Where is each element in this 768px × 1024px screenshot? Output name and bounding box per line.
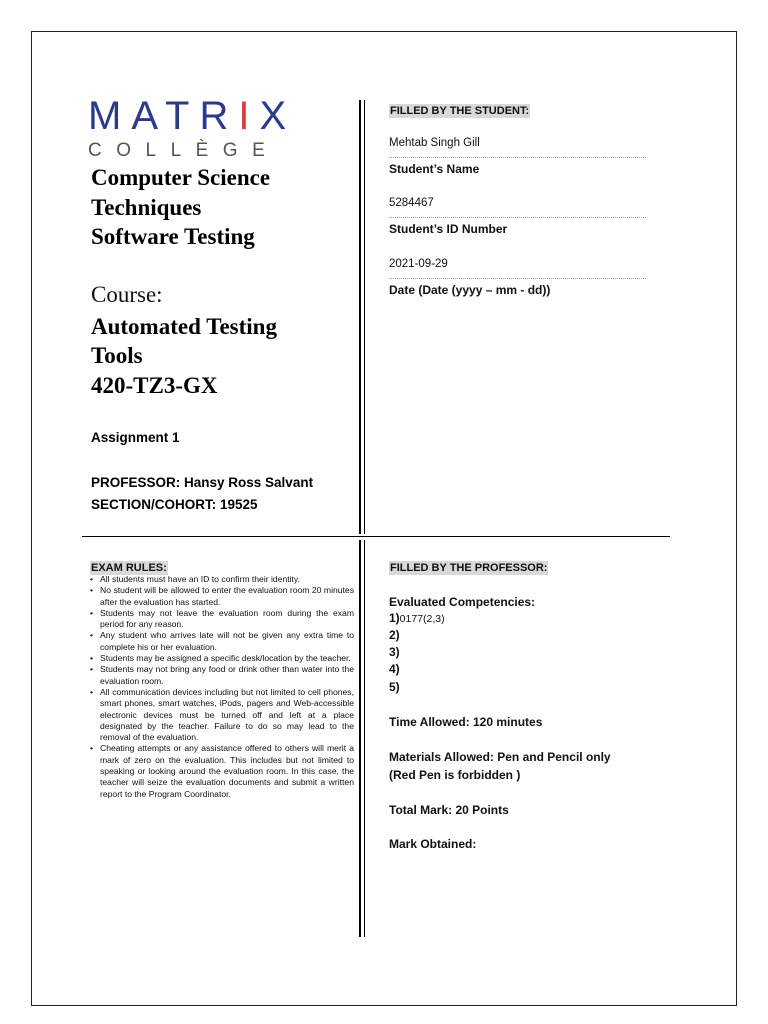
bullet-icon: • — [90, 585, 94, 596]
materials-note: (Red Pen is forbidden ) — [389, 768, 521, 782]
bullet-icon: • — [90, 664, 94, 675]
program-title-line1: Computer Science — [91, 165, 271, 190]
program-title-line2: Techniques — [91, 195, 202, 220]
student-name-label: Student’s Name — [389, 162, 480, 176]
logo-text-part1: MATR — [88, 94, 239, 138]
student-id-value: 5284467 — [389, 197, 434, 209]
bullet-icon: • — [90, 743, 94, 754]
course-name-line1: Automated Testing — [91, 314, 277, 339]
professor-section-header-text: FILLED BY THE PROFESSOR: — [390, 562, 548, 574]
date-value: 2021-09-29 — [389, 258, 448, 270]
competency-item — [389, 611, 445, 627]
course-name-line2: Tools — [91, 343, 143, 368]
rule-item — [90, 743, 354, 799]
professor-section-header — [389, 558, 548, 576]
date-line — [389, 278, 646, 279]
rule-item — [90, 574, 354, 585]
professor-name: PROFESSOR: Hansy Ross Salvant — [91, 475, 314, 490]
student-name-value: Mehtab Singh Gill — [389, 137, 480, 149]
student-name-line — [389, 157, 646, 158]
rule-text: Students may not bring any food or drink other than water into the evaluation room. — [100, 664, 354, 686]
bullet-icon: • — [90, 607, 94, 618]
logo-wordmark — [88, 96, 308, 136]
rule-item — [90, 653, 354, 664]
logo-subtitle: COLLÈGE — [88, 140, 280, 161]
competency-number: 1) — [389, 611, 400, 625]
competency-number: 4) — [389, 662, 400, 676]
matrix-college-logo — [88, 96, 308, 162]
competency-text: 0177(2,3) — [399, 613, 445, 625]
vertical-divider-bottom-2 — [364, 540, 365, 937]
competency-item — [389, 662, 400, 678]
course-label: Course: — [91, 282, 163, 307]
materials-allowed: Materials Allowed: Pen and Pencil only — [389, 750, 611, 764]
student-section-header-text: FILLED BY THE STUDENT: — [390, 105, 530, 117]
rule-item — [90, 686, 354, 743]
competencies-label: Evaluated Competencies: — [389, 595, 536, 609]
competency-number: 2) — [389, 628, 400, 642]
student-id-line — [389, 217, 646, 218]
date-label: Date (Date (yyyy – mm - dd)) — [389, 283, 551, 297]
time-allowed: Time Allowed: 120 minutes — [389, 715, 543, 729]
competency-item — [389, 680, 400, 696]
vertical-divider-bottom — [359, 540, 361, 937]
rule-item — [90, 664, 354, 687]
rule-text: All communication devices including but not limited to cell phones, smart phones, smart watches, iPods, pagers and Web-accessible electronic devices must be turned off and left at a place designated by the teacher. Failure to do so may lead to the removal of the evaluation. — [100, 686, 354, 743]
competency-item — [389, 645, 400, 661]
program-title-line3: Software Testing — [91, 224, 255, 249]
rule-item — [90, 585, 354, 608]
rule-item — [90, 630, 354, 653]
competency-item — [389, 628, 400, 644]
bullet-icon: • — [90, 574, 94, 584]
rule-text: Any student who arrives late will not be given any extra time to complete his or her evaluation. — [100, 630, 354, 652]
exam-rules-header-text: EXAM RULES: — [91, 562, 167, 574]
bullet-icon: • — [90, 630, 94, 641]
competency-number: 3) — [389, 645, 400, 659]
mark-obtained: Mark Obtained: — [389, 837, 477, 851]
student-section-header — [389, 101, 530, 119]
logo-text-part2: X — [259, 94, 297, 138]
course-code: 420-TZ3-GX — [91, 373, 218, 398]
bullet-icon: • — [90, 653, 94, 664]
total-mark: Total Mark: 20 Points — [389, 803, 509, 817]
competency-number: 5) — [389, 680, 400, 694]
vertical-divider-top-2 — [364, 100, 365, 534]
rule-text: All students must have an ID to confirm their identity. — [100, 574, 300, 584]
student-id-label: Student’s ID Number — [389, 222, 508, 236]
rule-text: Cheating attempts or any assistance offered to others will merit a mark of zero on the evaluation. This includes but not limited to speaking or looking around the evaluation room. In this case, the teacher will seize the evaluation documents and submit a written report to the Program Coordinator. — [100, 743, 354, 799]
horizontal-divider — [82, 536, 670, 537]
rule-text: Students may be assigned a specific desk/location by the teacher. — [100, 653, 351, 664]
vertical-divider-top — [359, 100, 361, 534]
rule-text: No student will be allowed to enter the evaluation room 20 minutes after the evaluation has started. — [100, 585, 354, 607]
section-cohort: SECTION/COHORT: 19525 — [91, 497, 258, 512]
logo-text-accent: I — [238, 94, 260, 138]
assignment-title: Assignment 1 — [91, 430, 180, 445]
rule-text: Students may not leave the evaluation room during the exam period for any reason. — [100, 607, 354, 630]
exam-rules-list — [90, 574, 354, 800]
bullet-icon: • — [90, 686, 94, 697]
rule-item — [90, 607, 354, 631]
